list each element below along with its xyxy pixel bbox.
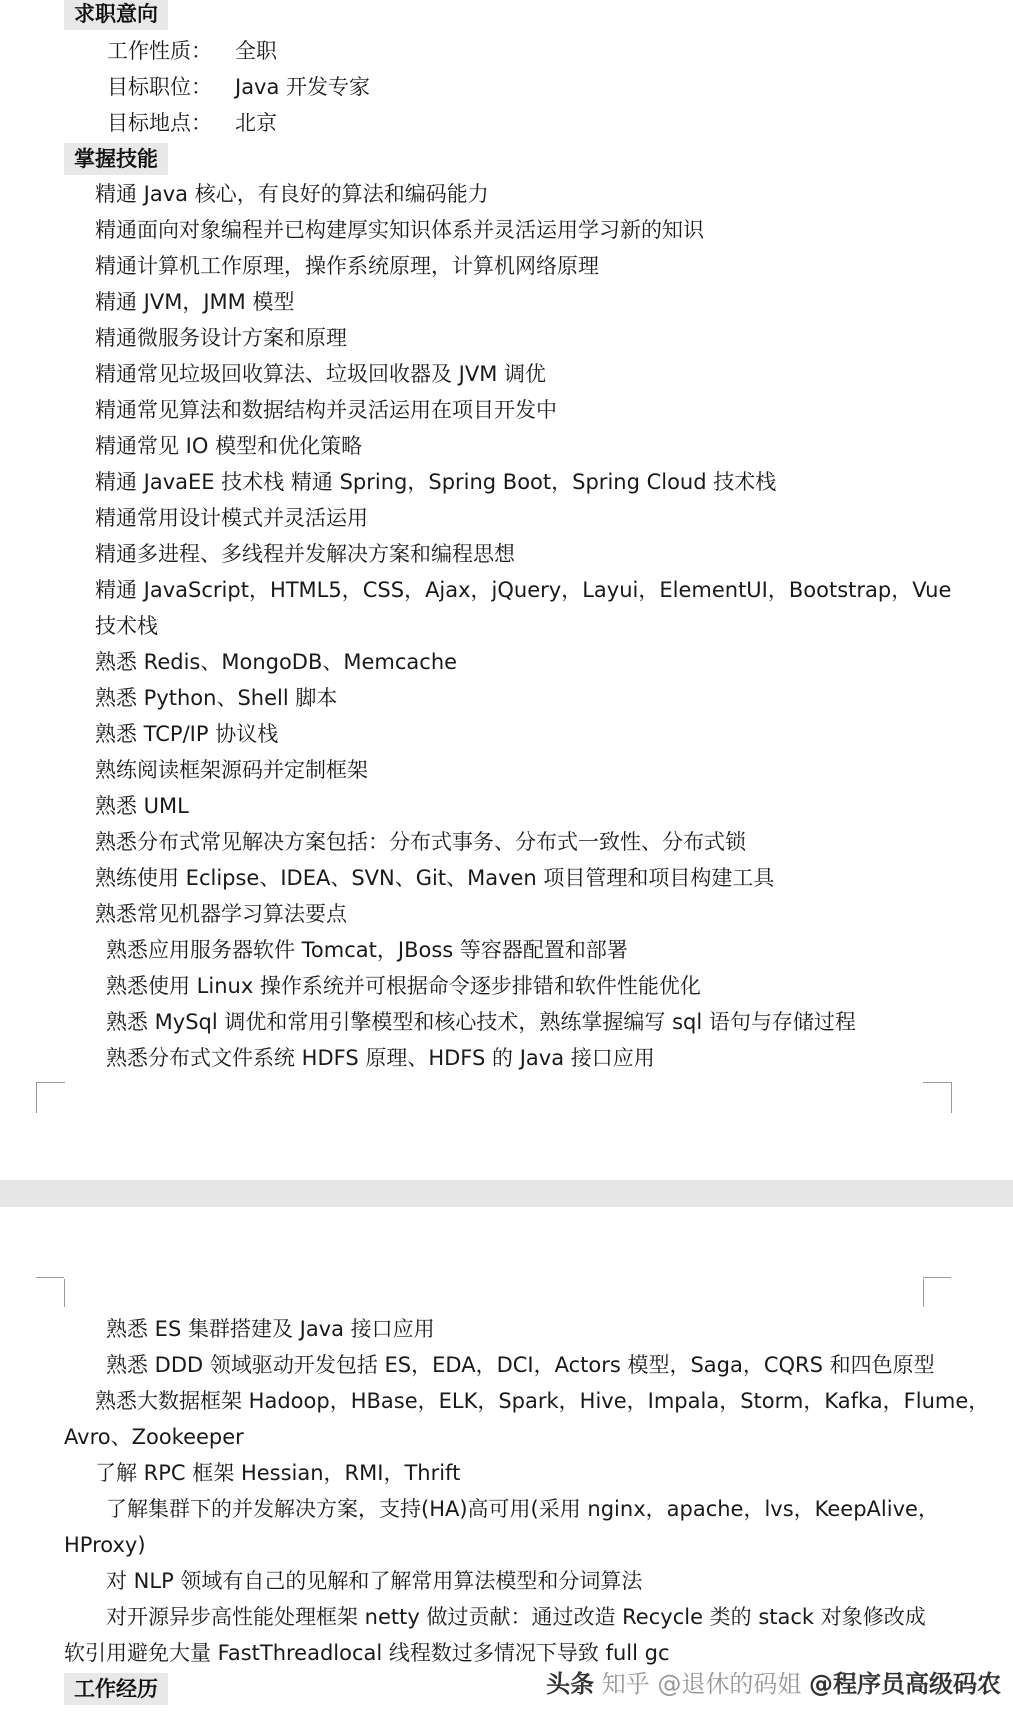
skill-line: 熟练阅读框架源码并定制框架 xyxy=(95,758,368,782)
skill-line: Avro、Zookeeper xyxy=(64,1425,244,1449)
skill-line: 熟悉使用 Linux 操作系统并可根据命令逐步排错和软件性能优化 xyxy=(106,974,701,998)
skill-line: 熟悉 Python、Shell 脚本 xyxy=(95,686,338,710)
skill-line: 精通 JavaEE 技术栈 精通 Spring，Spring Boot，Spring Cloud 技术栈 xyxy=(95,470,777,494)
skill-line: 熟悉 ES 集群搭建及 Java 接口应用 xyxy=(106,1317,435,1341)
field-job-type xyxy=(107,33,277,69)
skill-line: 技术栈 xyxy=(95,614,158,638)
crop-mark-top-left-v xyxy=(64,1279,65,1307)
skill-line: 精通 Java 核心，有良好的算法和编码能力 xyxy=(95,182,489,206)
skill-line: 精通面向对象编程并已构建厚实知识体系并灵活运用学习新的知识 xyxy=(95,218,704,242)
skill-line: 熟悉应用服务器软件 Tomcat，JBoss 等容器配置和部署 xyxy=(106,938,628,962)
field-label: 目标职位： xyxy=(107,75,212,99)
skill-line: 精通常见 IO 模型和优化策略 xyxy=(95,434,363,458)
skill-line: 了解 RPC 框架 Hessian，RMI，Thrift xyxy=(95,1461,461,1485)
crop-mark-top-right-h xyxy=(923,1277,951,1278)
skill-line: 精通常用设计模式并灵活运用 xyxy=(95,506,368,530)
skill-line: 熟悉 DDD 领域驱动开发包括 ES，EDA，DCI，Actors 模型，Saga，CQRS 和四色原型 xyxy=(106,1353,935,1377)
crop-mark-bottom-left xyxy=(36,1082,65,1113)
skill-line: 熟悉分布式常见解决方案包括：分布式事务、分布式一致性、分布式锁 xyxy=(95,830,746,854)
field-value: 北京 xyxy=(235,111,277,135)
skill-line: 熟悉常见机器学习算法要点 xyxy=(95,902,347,926)
field-value: Java 开发专家 xyxy=(235,75,371,99)
skill-line: 了解集群下的并发解决方案，支持(HA)高可用(采用 nginx，apache，lvs，KeepAlive， xyxy=(106,1497,939,1521)
skill-line: 精通常见算法和数据结构并灵活运用在项目开发中 xyxy=(95,398,557,422)
skill-line: 精通微服务设计方案和原理 xyxy=(95,326,347,350)
field-label: 目标地点： xyxy=(107,111,212,135)
skill-line: 对 NLP 领域有自己的见解和了解常用算法模型和分词算法 xyxy=(106,1569,643,1593)
crop-mark-bottom-right xyxy=(923,1082,952,1113)
skill-line: HProxy) xyxy=(64,1533,146,1557)
section-heading-work: 工作经历 xyxy=(64,1673,168,1705)
skill-line: 熟练使用 Eclipse、IDEA、SVN、Git、Maven 项目管理和项目构建工具 xyxy=(95,866,775,890)
section-heading-skills: 掌握技能 xyxy=(64,143,168,175)
field-target-position xyxy=(107,69,370,105)
skill-line: 精通 JavaScript，HTML5，CSS，Ajax，jQuery，Layui，ElementUI，Bootstrap，Vue xyxy=(95,578,952,602)
page-break-gap xyxy=(0,1180,1013,1207)
skill-line: 精通多进程、多线程并发解决方案和编程思想 xyxy=(95,542,515,566)
skill-line: 精通计算机工作原理，操作系统原理，计算机网络原理 xyxy=(95,254,599,278)
crop-mark-top-left-h xyxy=(36,1277,64,1278)
field-target-location xyxy=(107,105,277,141)
skill-line: 软引用避免大量 FastThreadlocal 线程数过多情况下导致 full gc xyxy=(64,1641,670,1665)
skill-line: 熟悉 UML xyxy=(95,794,189,818)
watermark-prefix: 头条 xyxy=(546,1670,595,1698)
crop-mark-top-right-v xyxy=(923,1279,924,1307)
field-value: 全职 xyxy=(235,39,277,63)
skill-line: 熟悉分布式文件系统 HDFS 原理、HDFS 的 Java 接口应用 xyxy=(106,1046,655,1070)
watermark-middle: 知乎 @退休的码姐 xyxy=(594,1670,809,1698)
skill-line: 对开源异步高性能处理框架 netty 做过贡献：通过改造 Recycle 类的 stack 对象修改成 xyxy=(106,1605,926,1629)
document-page-2 xyxy=(0,1207,1013,1711)
skill-line: 精通 JVM，JMM 模型 xyxy=(95,290,295,314)
watermark xyxy=(546,1664,1001,1699)
skill-line: 精通常见垃圾回收算法、垃圾回收器及 JVM 调优 xyxy=(95,362,547,386)
section-heading-job-intent: 求职意向 xyxy=(64,0,168,30)
field-label: 工作性质： xyxy=(107,39,212,63)
skill-line: 熟悉大数据框架 Hadoop，HBase，ELK，Spark，Hive，Impala，Storm，Kafka，Flume， xyxy=(95,1389,990,1413)
watermark-suffix: @程序员高级码农 xyxy=(809,1670,1001,1698)
skill-line: 熟悉 MySql 调优和常用引擎模型和核心技术，熟练掌握编写 sql 语句与存储过程 xyxy=(106,1010,856,1034)
skill-line: 熟悉 Redis、MongoDB、Memcache xyxy=(95,650,458,674)
skill-line: 熟悉 TCP/IP 协议栈 xyxy=(95,722,279,746)
